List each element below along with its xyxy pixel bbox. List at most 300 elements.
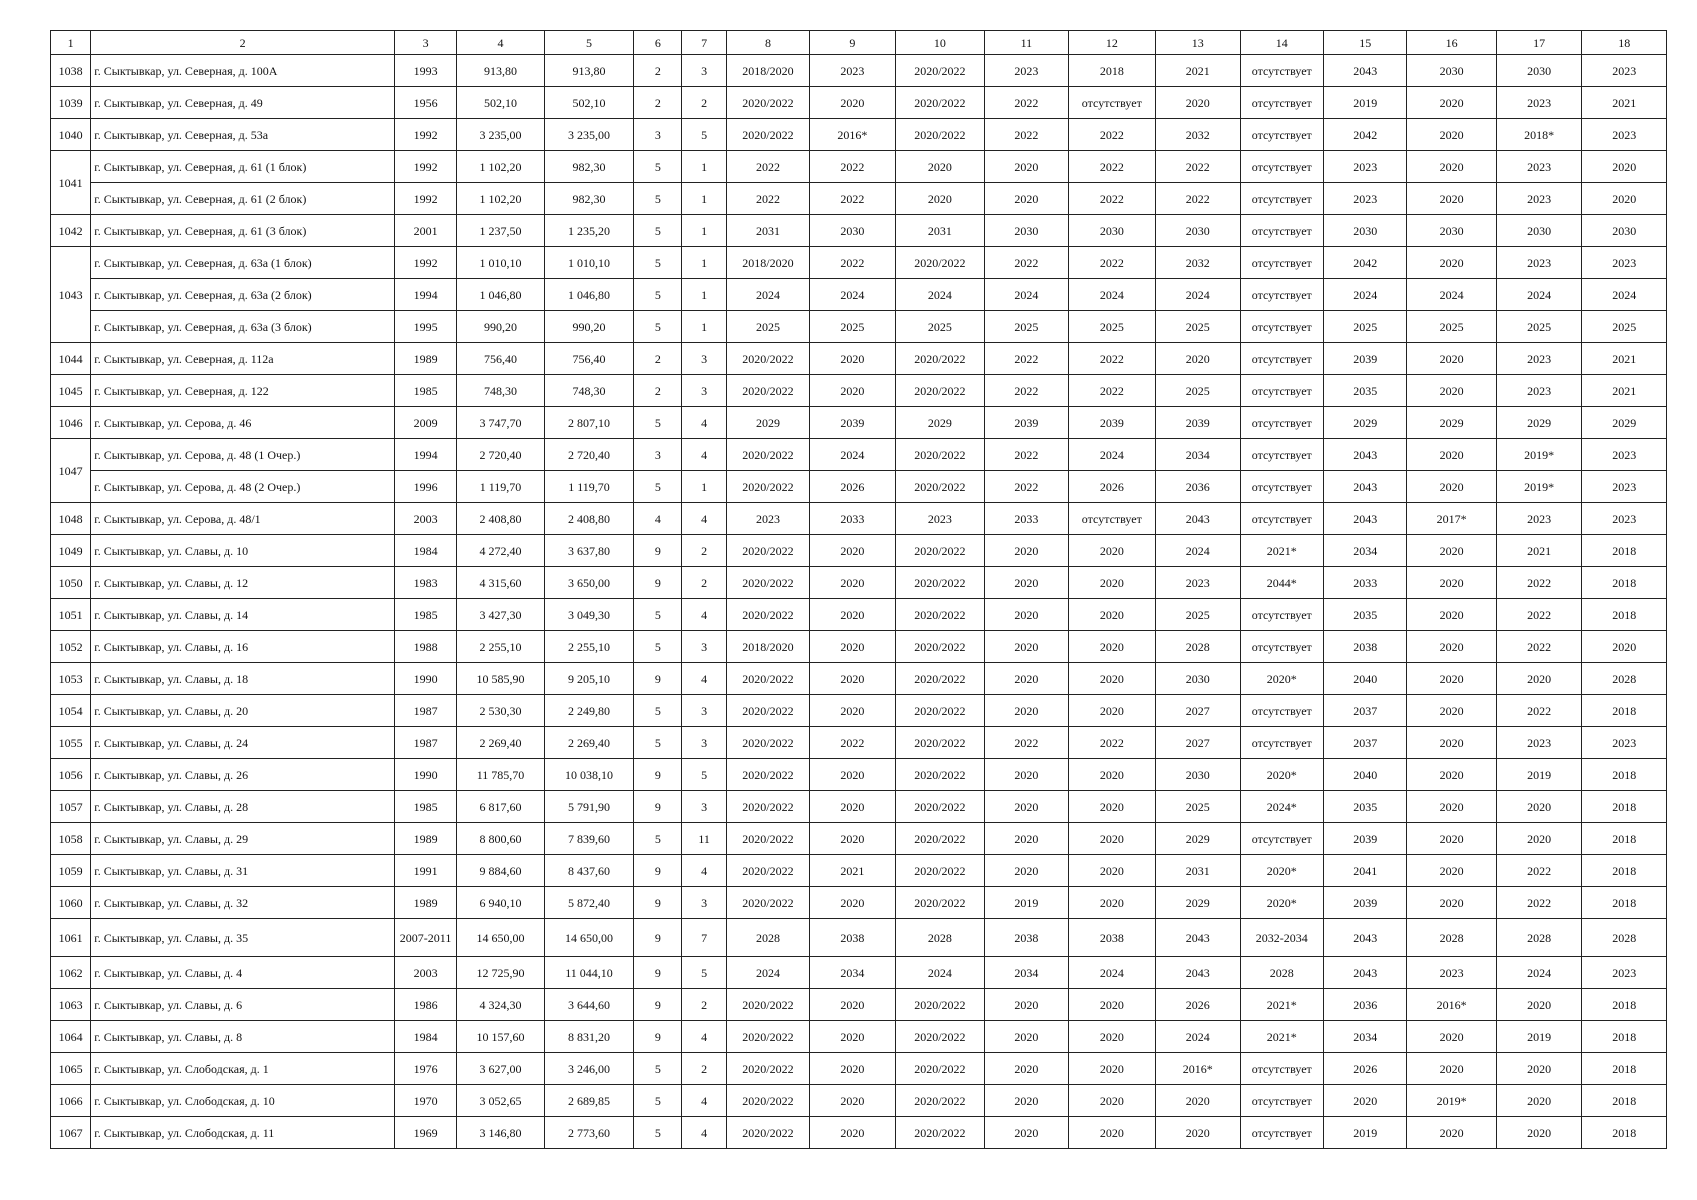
- col-7-cell: 3: [682, 375, 726, 407]
- col-15-cell: 2039: [1323, 343, 1406, 375]
- col-16-cell: 2023: [1407, 957, 1496, 989]
- col-11-cell: 2025: [985, 311, 1068, 343]
- col-13-cell: 2024: [1156, 535, 1240, 567]
- col-5-cell: 3 637,80: [544, 535, 633, 567]
- col-5-cell: 2 689,85: [544, 1085, 633, 1117]
- col-10-cell: 2020/2022: [895, 759, 984, 791]
- col-8-cell: 2020/2022: [726, 87, 809, 119]
- col-4-cell: 2 720,40: [457, 439, 544, 471]
- col-5-cell: 5 791,90: [544, 791, 633, 823]
- col-18-cell: 2018: [1582, 1021, 1667, 1053]
- col-17-cell: 2020: [1496, 1053, 1581, 1085]
- col-14-cell: отсутствует: [1240, 631, 1323, 663]
- col-17-cell: 2025: [1496, 311, 1581, 343]
- col-5-cell: 990,20: [544, 311, 633, 343]
- col-11-cell: 2020: [985, 535, 1068, 567]
- col-3-cell: 1995: [394, 311, 456, 343]
- col-8-cell: 2020/2022: [726, 119, 809, 151]
- col-10-cell: 2020/2022: [895, 55, 984, 87]
- row-number-cell: 1058: [51, 823, 91, 855]
- col-10-cell: 2020/2022: [895, 119, 984, 151]
- col-8-cell: 2020/2022: [726, 989, 809, 1021]
- col-11-cell: 2020: [985, 1021, 1068, 1053]
- address-cell: г. Сыктывкар, ул. Славы, д. 32: [91, 887, 395, 919]
- col-7-cell: 3: [682, 695, 726, 727]
- col-7-cell: 1: [682, 247, 726, 279]
- col-16-cell: 2020: [1407, 695, 1496, 727]
- col-17-cell: 2019: [1496, 759, 1581, 791]
- col-7-cell: 2: [682, 989, 726, 1021]
- col-10-cell: 2020/2022: [895, 87, 984, 119]
- col-5-cell: 3 650,00: [544, 567, 633, 599]
- col-18-cell: 2028: [1582, 919, 1667, 957]
- col-12-cell: 2020: [1068, 1085, 1155, 1117]
- col-18-cell: 2018: [1582, 791, 1667, 823]
- col-18-cell: 2018: [1582, 1053, 1667, 1085]
- col-5-cell: 3 235,00: [544, 119, 633, 151]
- column-number-12: 12: [1068, 31, 1155, 55]
- col-4-cell: 990,20: [457, 311, 544, 343]
- col-4-cell: 502,10: [457, 87, 544, 119]
- address-cell: г. Сыктывкар, ул. Славы, д. 10: [91, 535, 395, 567]
- col-11-cell: 2033: [985, 503, 1068, 535]
- col-18-cell: 2023: [1582, 55, 1667, 87]
- col-14-cell: 2021*: [1240, 535, 1323, 567]
- col-15-cell: 2039: [1323, 887, 1406, 919]
- col-12-cell: 2038: [1068, 919, 1155, 957]
- col-9-cell: 2020: [810, 663, 895, 695]
- row-number-cell: 1041: [51, 151, 91, 215]
- col-8-cell: 2020/2022: [726, 695, 809, 727]
- col-12-cell: 2020: [1068, 1117, 1155, 1149]
- col-6-cell: 9: [634, 791, 682, 823]
- col-13-cell: 2026: [1156, 989, 1240, 1021]
- col-18-cell: 2018: [1582, 759, 1667, 791]
- col-15-cell: 2034: [1323, 1021, 1406, 1053]
- col-18-cell: 2029: [1582, 407, 1667, 439]
- col-6-cell: 9: [634, 887, 682, 919]
- col-17-cell: 2020: [1496, 1117, 1581, 1149]
- col-17-cell: 2022: [1496, 599, 1581, 631]
- row-number-cell: 1050: [51, 567, 91, 599]
- row-number-cell: 1057: [51, 791, 91, 823]
- col-6-cell: 5: [634, 215, 682, 247]
- col-18-cell: 2021: [1582, 87, 1667, 119]
- address-cell: г. Сыктывкар, ул. Славы, д. 20: [91, 695, 395, 727]
- col-14-cell: отсутствует: [1240, 87, 1323, 119]
- col-12-cell: 2020: [1068, 887, 1155, 919]
- row-number-cell: 1061: [51, 919, 91, 957]
- col-10-cell: 2020/2022: [895, 855, 984, 887]
- col-6-cell: 4: [634, 503, 682, 535]
- col-6-cell: 5: [634, 183, 682, 215]
- col-15-cell: 2024: [1323, 279, 1406, 311]
- col-18-cell: 2020: [1582, 183, 1667, 215]
- col-6-cell: 5: [634, 151, 682, 183]
- col-18-cell: 2023: [1582, 247, 1667, 279]
- address-cell: г. Сыктывкар, ул. Славы, д. 14: [91, 599, 395, 631]
- col-6-cell: 5: [634, 1117, 682, 1149]
- col-16-cell: 2020: [1407, 343, 1496, 375]
- column-number-14: 14: [1240, 31, 1323, 55]
- col-4-cell: 913,80: [457, 55, 544, 87]
- col-18-cell: 2021: [1582, 343, 1667, 375]
- col-11-cell: 2022: [985, 439, 1068, 471]
- col-6-cell: 9: [634, 567, 682, 599]
- col-18-cell: 2020: [1582, 631, 1667, 663]
- col-16-cell: 2020: [1407, 439, 1496, 471]
- col-13-cell: 2030: [1156, 663, 1240, 695]
- col-17-cell: 2020: [1496, 823, 1581, 855]
- col-3-cell: 1988: [394, 631, 456, 663]
- col-9-cell: 2024: [810, 439, 895, 471]
- col-11-cell: 2038: [985, 919, 1068, 957]
- col-13-cell: 2030: [1156, 215, 1240, 247]
- col-5-cell: 1 119,70: [544, 471, 633, 503]
- col-14-cell: отсутствует: [1240, 1053, 1323, 1085]
- col-16-cell: 2020: [1407, 151, 1496, 183]
- column-number-16: 16: [1407, 31, 1496, 55]
- col-5-cell: 2 249,80: [544, 695, 633, 727]
- col-6-cell: 5: [634, 599, 682, 631]
- column-number-header-row: [51, 31, 1667, 55]
- address-cell: г. Сыктывкар, ул. Славы, д. 29: [91, 823, 395, 855]
- col-3-cell: 1970: [394, 1085, 456, 1117]
- col-5-cell: 982,30: [544, 151, 633, 183]
- address-cell: г. Сыктывкар, ул. Серова, д. 48 (2 Очер.): [91, 471, 395, 503]
- col-15-cell: 2035: [1323, 599, 1406, 631]
- col-4-cell: 2 269,40: [457, 727, 544, 759]
- col-6-cell: 5: [634, 1053, 682, 1085]
- col-16-cell: 2028: [1407, 919, 1496, 957]
- col-7-cell: 4: [682, 1117, 726, 1149]
- address-cell: г. Сыктывкар, ул. Слободская, д. 10: [91, 1085, 395, 1117]
- col-17-cell: 2023: [1496, 183, 1581, 215]
- col-3-cell: 2007-2011: [394, 919, 456, 957]
- col-3-cell: 1992: [394, 119, 456, 151]
- col-18-cell: 2018: [1582, 887, 1667, 919]
- col-18-cell: 2018: [1582, 695, 1667, 727]
- address-cell: г. Сыктывкар, ул. Славы, д. 16: [91, 631, 395, 663]
- col-9-cell: 2026: [810, 471, 895, 503]
- col-12-cell: 2020: [1068, 989, 1155, 1021]
- table-row: [51, 957, 1667, 989]
- col-11-cell: 2039: [985, 407, 1068, 439]
- col-14-cell: 2021*: [1240, 989, 1323, 1021]
- col-4-cell: 14 650,00: [457, 919, 544, 957]
- col-6-cell: 5: [634, 823, 682, 855]
- col-5-cell: 1 235,20: [544, 215, 633, 247]
- table-row: [51, 375, 1667, 407]
- table-row: [51, 1117, 1667, 1149]
- address-cell: г. Сыктывкар, ул. Северная, д. 53а: [91, 119, 395, 151]
- col-3-cell: 1984: [394, 1021, 456, 1053]
- col-13-cell: 2034: [1156, 439, 1240, 471]
- col-4-cell: 1 010,10: [457, 247, 544, 279]
- col-3-cell: 1994: [394, 279, 456, 311]
- col-3-cell: 1986: [394, 989, 456, 1021]
- col-16-cell: 2020: [1407, 471, 1496, 503]
- col-15-cell: 2037: [1323, 727, 1406, 759]
- col-7-cell: 4: [682, 1085, 726, 1117]
- col-11-cell: 2023: [985, 55, 1068, 87]
- col-12-cell: 2024: [1068, 279, 1155, 311]
- col-13-cell: 2025: [1156, 599, 1240, 631]
- column-number-13: 13: [1156, 31, 1240, 55]
- col-14-cell: отсутствует: [1240, 1117, 1323, 1149]
- col-5-cell: 756,40: [544, 343, 633, 375]
- col-11-cell: 2022: [985, 471, 1068, 503]
- row-number-cell: 1066: [51, 1085, 91, 1117]
- col-4-cell: 6 940,10: [457, 887, 544, 919]
- col-5-cell: 502,10: [544, 87, 633, 119]
- table-body: [51, 31, 1667, 1149]
- col-9-cell: 2020: [810, 791, 895, 823]
- col-14-cell: отсутствует: [1240, 1085, 1323, 1117]
- col-18-cell: 2030: [1582, 215, 1667, 247]
- col-5-cell: 2 269,40: [544, 727, 633, 759]
- col-12-cell: 2020: [1068, 663, 1155, 695]
- col-5-cell: 2 773,60: [544, 1117, 633, 1149]
- col-5-cell: 8 437,60: [544, 855, 633, 887]
- col-10-cell: 2020/2022: [895, 471, 984, 503]
- col-7-cell: 1: [682, 183, 726, 215]
- col-7-cell: 3: [682, 727, 726, 759]
- col-4-cell: 1 046,80: [457, 279, 544, 311]
- col-11-cell: 2022: [985, 343, 1068, 375]
- col-16-cell: 2020: [1407, 1053, 1496, 1085]
- col-18-cell: 2021: [1582, 375, 1667, 407]
- column-number-15: 15: [1323, 31, 1406, 55]
- col-9-cell: 2020: [810, 1085, 895, 1117]
- col-10-cell: 2020/2022: [895, 1085, 984, 1117]
- col-10-cell: 2024: [895, 279, 984, 311]
- column-number-5: 5: [544, 31, 633, 55]
- col-14-cell: отсутствует: [1240, 311, 1323, 343]
- col-14-cell: 2032-2034: [1240, 919, 1323, 957]
- row-number-cell: 1038: [51, 55, 91, 87]
- col-5-cell: 1 046,80: [544, 279, 633, 311]
- row-number-cell: 1044: [51, 343, 91, 375]
- col-7-cell: 1: [682, 215, 726, 247]
- col-13-cell: 2036: [1156, 471, 1240, 503]
- col-12-cell: 2024: [1068, 439, 1155, 471]
- col-9-cell: 2033: [810, 503, 895, 535]
- col-15-cell: 2043: [1323, 919, 1406, 957]
- row-number-cell: 1055: [51, 727, 91, 759]
- col-4-cell: 2 408,80: [457, 503, 544, 535]
- col-17-cell: 2030: [1496, 55, 1581, 87]
- table-row: [51, 631, 1667, 663]
- col-12-cell: 2020: [1068, 1053, 1155, 1085]
- col-13-cell: 2028: [1156, 631, 1240, 663]
- column-number-2: 2: [91, 31, 395, 55]
- table-row: [51, 55, 1667, 87]
- col-4-cell: 8 800,60: [457, 823, 544, 855]
- col-13-cell: 2031: [1156, 855, 1240, 887]
- col-9-cell: 2039: [810, 407, 895, 439]
- col-6-cell: 5: [634, 695, 682, 727]
- col-14-cell: отсутствует: [1240, 439, 1323, 471]
- col-11-cell: 2022: [985, 247, 1068, 279]
- col-11-cell: 2020: [985, 695, 1068, 727]
- col-10-cell: 2020/2022: [895, 599, 984, 631]
- row-number-cell: 1051: [51, 599, 91, 631]
- col-11-cell: 2024: [985, 279, 1068, 311]
- col-6-cell: 9: [634, 855, 682, 887]
- col-16-cell: 2020: [1407, 1117, 1496, 1149]
- col-17-cell: 2022: [1496, 631, 1581, 663]
- col-6-cell: 2: [634, 343, 682, 375]
- table-row: [51, 279, 1667, 311]
- col-5-cell: 11 044,10: [544, 957, 633, 989]
- column-number-8: 8: [726, 31, 809, 55]
- col-10-cell: 2031: [895, 215, 984, 247]
- col-12-cell: 2025: [1068, 311, 1155, 343]
- col-15-cell: 2042: [1323, 119, 1406, 151]
- col-4-cell: 4 315,60: [457, 567, 544, 599]
- col-13-cell: 2022: [1156, 183, 1240, 215]
- col-10-cell: 2020/2022: [895, 1053, 984, 1085]
- col-11-cell: 2020: [985, 567, 1068, 599]
- col-16-cell: 2030: [1407, 215, 1496, 247]
- col-10-cell: 2028: [895, 919, 984, 957]
- row-number-cell: 1039: [51, 87, 91, 119]
- col-12-cell: 2022: [1068, 119, 1155, 151]
- col-15-cell: 2043: [1323, 503, 1406, 535]
- col-8-cell: 2025: [726, 311, 809, 343]
- col-15-cell: 2030: [1323, 215, 1406, 247]
- col-10-cell: 2020: [895, 151, 984, 183]
- col-3-cell: 1992: [394, 183, 456, 215]
- col-9-cell: 2020: [810, 1117, 895, 1149]
- col-13-cell: 2043: [1156, 957, 1240, 989]
- address-cell: г. Сыктывкар, ул. Славы, д. 6: [91, 989, 395, 1021]
- col-9-cell: 2020: [810, 1053, 895, 1085]
- col-10-cell: 2020/2022: [895, 791, 984, 823]
- col-7-cell: 4: [682, 599, 726, 631]
- col-11-cell: 2034: [985, 957, 1068, 989]
- col-3-cell: 1990: [394, 663, 456, 695]
- col-8-cell: 2024: [726, 957, 809, 989]
- row-number-cell: 1042: [51, 215, 91, 247]
- address-cell: г. Сыктывкар, ул. Северная, д. 61 (1 блок): [91, 151, 395, 183]
- col-8-cell: 2020/2022: [726, 887, 809, 919]
- col-4-cell: 1 102,20: [457, 183, 544, 215]
- col-14-cell: отсутствует: [1240, 119, 1323, 151]
- col-16-cell: 2029: [1407, 407, 1496, 439]
- col-10-cell: 2020/2022: [895, 823, 984, 855]
- col-16-cell: 2020: [1407, 535, 1496, 567]
- table-row: [51, 727, 1667, 759]
- col-7-cell: 3: [682, 343, 726, 375]
- col-5-cell: 1 010,10: [544, 247, 633, 279]
- col-16-cell: 2020: [1407, 375, 1496, 407]
- col-5-cell: 3 246,00: [544, 1053, 633, 1085]
- col-16-cell: 2016*: [1407, 989, 1496, 1021]
- col-17-cell: 2023: [1496, 247, 1581, 279]
- col-14-cell: 2024*: [1240, 791, 1323, 823]
- col-12-cell: 2020: [1068, 855, 1155, 887]
- housing-schedule-sheet: [50, 30, 1667, 1149]
- col-14-cell: 2044*: [1240, 567, 1323, 599]
- col-13-cell: 2029: [1156, 823, 1240, 855]
- row-number-cell: 1047: [51, 439, 91, 503]
- col-14-cell: отсутствует: [1240, 407, 1323, 439]
- address-cell: г. Сыктывкар, ул. Серова, д. 48 (1 Очер.): [91, 439, 395, 471]
- col-3-cell: 1996: [394, 471, 456, 503]
- col-10-cell: 2020: [895, 183, 984, 215]
- row-number-cell: 1040: [51, 119, 91, 151]
- col-4-cell: 756,40: [457, 343, 544, 375]
- col-3-cell: 1985: [394, 599, 456, 631]
- col-18-cell: 2018: [1582, 823, 1667, 855]
- col-3-cell: 2003: [394, 957, 456, 989]
- col-3-cell: 1956: [394, 87, 456, 119]
- col-12-cell: 2022: [1068, 183, 1155, 215]
- col-3-cell: 1985: [394, 791, 456, 823]
- col-8-cell: 2020/2022: [726, 375, 809, 407]
- col-15-cell: 2019: [1323, 87, 1406, 119]
- col-16-cell: 2020: [1407, 855, 1496, 887]
- col-17-cell: 2023: [1496, 343, 1581, 375]
- address-cell: г. Сыктывкар, ул. Северная, д. 100А: [91, 55, 395, 87]
- col-7-cell: 3: [682, 631, 726, 663]
- col-15-cell: 2035: [1323, 791, 1406, 823]
- col-7-cell: 1: [682, 151, 726, 183]
- col-13-cell: 2027: [1156, 695, 1240, 727]
- col-9-cell: 2020: [810, 887, 895, 919]
- col-6-cell: 2: [634, 87, 682, 119]
- address-cell: г. Сыктывкар, ул. Славы, д. 31: [91, 855, 395, 887]
- col-6-cell: 5: [634, 247, 682, 279]
- col-8-cell: 2020/2022: [726, 471, 809, 503]
- col-7-cell: 7: [682, 919, 726, 957]
- col-9-cell: 2022: [810, 247, 895, 279]
- col-17-cell: 2020: [1496, 1085, 1581, 1117]
- table-row: [51, 247, 1667, 279]
- col-3-cell: 2001: [394, 215, 456, 247]
- row-number-cell: 1054: [51, 695, 91, 727]
- col-18-cell: 2018: [1582, 1085, 1667, 1117]
- col-9-cell: 2030: [810, 215, 895, 247]
- col-6-cell: 9: [634, 957, 682, 989]
- table-row: [51, 503, 1667, 535]
- col-17-cell: 2020: [1496, 663, 1581, 695]
- col-16-cell: 2025: [1407, 311, 1496, 343]
- address-cell: г. Сыктывкар, ул. Славы, д. 28: [91, 791, 395, 823]
- col-12-cell: 2020: [1068, 567, 1155, 599]
- col-14-cell: отсутствует: [1240, 727, 1323, 759]
- col-5-cell: 2 408,80: [544, 503, 633, 535]
- col-5-cell: 982,30: [544, 183, 633, 215]
- row-number-cell: 1046: [51, 407, 91, 439]
- table-row: [51, 919, 1667, 957]
- address-cell: г. Сыктывкар, ул. Серова, д. 46: [91, 407, 395, 439]
- column-number-18: 18: [1582, 31, 1667, 55]
- col-18-cell: 2018: [1582, 855, 1667, 887]
- col-5-cell: 9 205,10: [544, 663, 633, 695]
- col-13-cell: 2027: [1156, 727, 1240, 759]
- col-3-cell: 1984: [394, 535, 456, 567]
- table-row: [51, 87, 1667, 119]
- col-6-cell: 5: [634, 727, 682, 759]
- column-number-9: 9: [810, 31, 895, 55]
- col-6-cell: 5: [634, 471, 682, 503]
- table-row: [51, 183, 1667, 215]
- address-cell: г. Сыктывкар, ул. Северная, д. 63а (3 блок): [91, 311, 395, 343]
- col-8-cell: 2020/2022: [726, 567, 809, 599]
